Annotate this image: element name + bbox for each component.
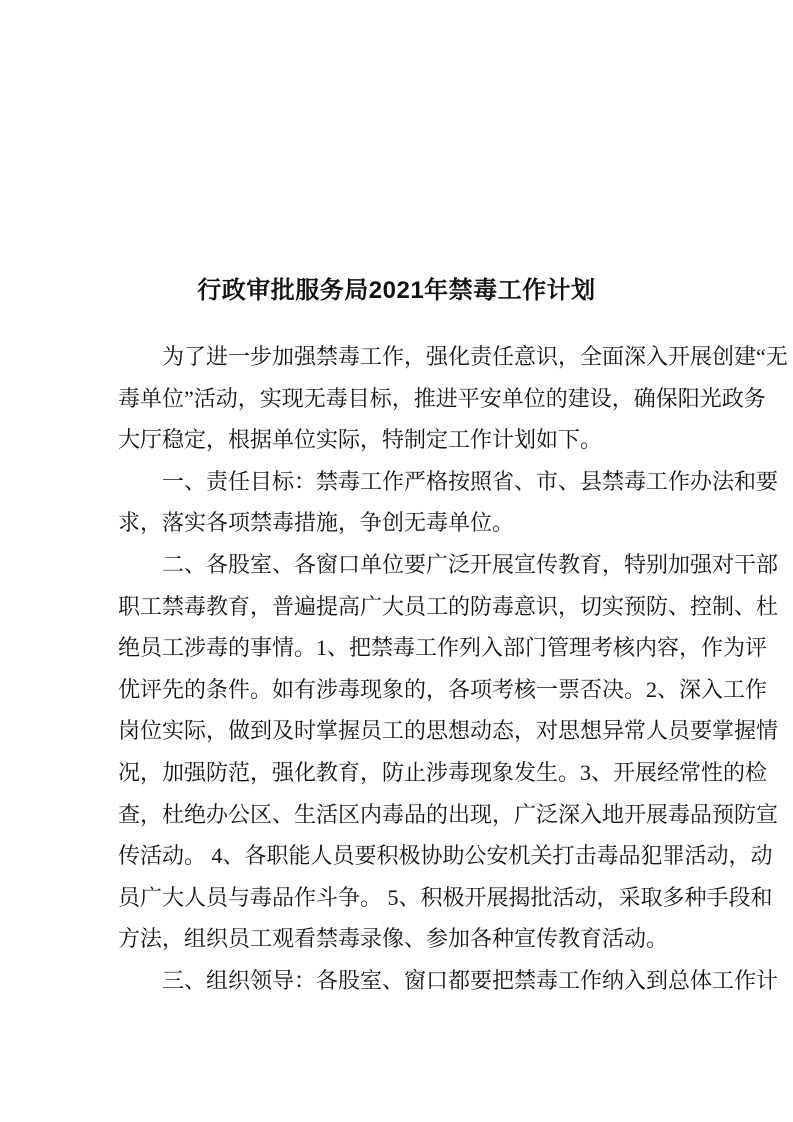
paragraph-line: 三、组织领导：各股室、窗口都要把禁毒工作纳入到总体工作计	[162, 968, 779, 993]
paragraph-line: 职工禁毒教育，普遍提高广大员工的防毒意识，切实预防、控制、杜	[118, 593, 779, 619]
paragraph-line: 岗位实际，做到及时掌握员工的思想动态，对思想异常人员要掌握情	[118, 718, 779, 744]
paragraph-line: 查，杜绝办公区、生活区内毒品的出现，广泛深入地开展毒品预防宣	[118, 801, 779, 827]
paragraph-line: 员广大人员与毒品作斗争。 5、积极开展揭批活动，采取多种手段和	[118, 884, 773, 910]
paragraph-line: 大厅稳定，根据单位实际，特制定工作计划如下。	[118, 427, 603, 453]
paragraph-line: 为了进一步加强禁毒工作，强化责任意识，全面深入开展创建“无	[162, 344, 788, 369]
paragraph-line: 传活动。 4、各职能人员要积极协助公安机关打击毒品犯罪活动，动	[118, 843, 773, 869]
paragraph-line: 况，加强防范，强化教育，防止涉毒现象发生。3、开展经常性的检	[118, 760, 768, 785]
paragraph-line: 求，落实各项禁毒措施，争创无毒单位。	[118, 510, 515, 536]
paragraph-line: 优评先的条件。如有涉毒现象的，各项考核一票否决。2、深入工作	[118, 676, 768, 702]
paragraph-line: 绝员工涉毒的事情。1、把禁毒工作列入部门管理考核内容，作为评	[118, 635, 768, 661]
paragraph-line: 二、各股室、各窗口单位要广泛开展宣传教育，特别加强对干部	[162, 552, 779, 577]
paragraph-line: 一、责任目标：禁毒工作严格按照省、市、县禁毒工作办法和要	[162, 468, 779, 494]
paragraph-line: 方法，组织员工观看禁毒录像、参加各种宣传教育活动。	[118, 926, 669, 952]
paragraph-line: 毒单位”活动，实现无毒目标，推进平安单位的建设，确保阳光政务	[118, 385, 766, 411]
document-title: 行政审批服务局2021年禁毒工作计划	[197, 277, 596, 304]
